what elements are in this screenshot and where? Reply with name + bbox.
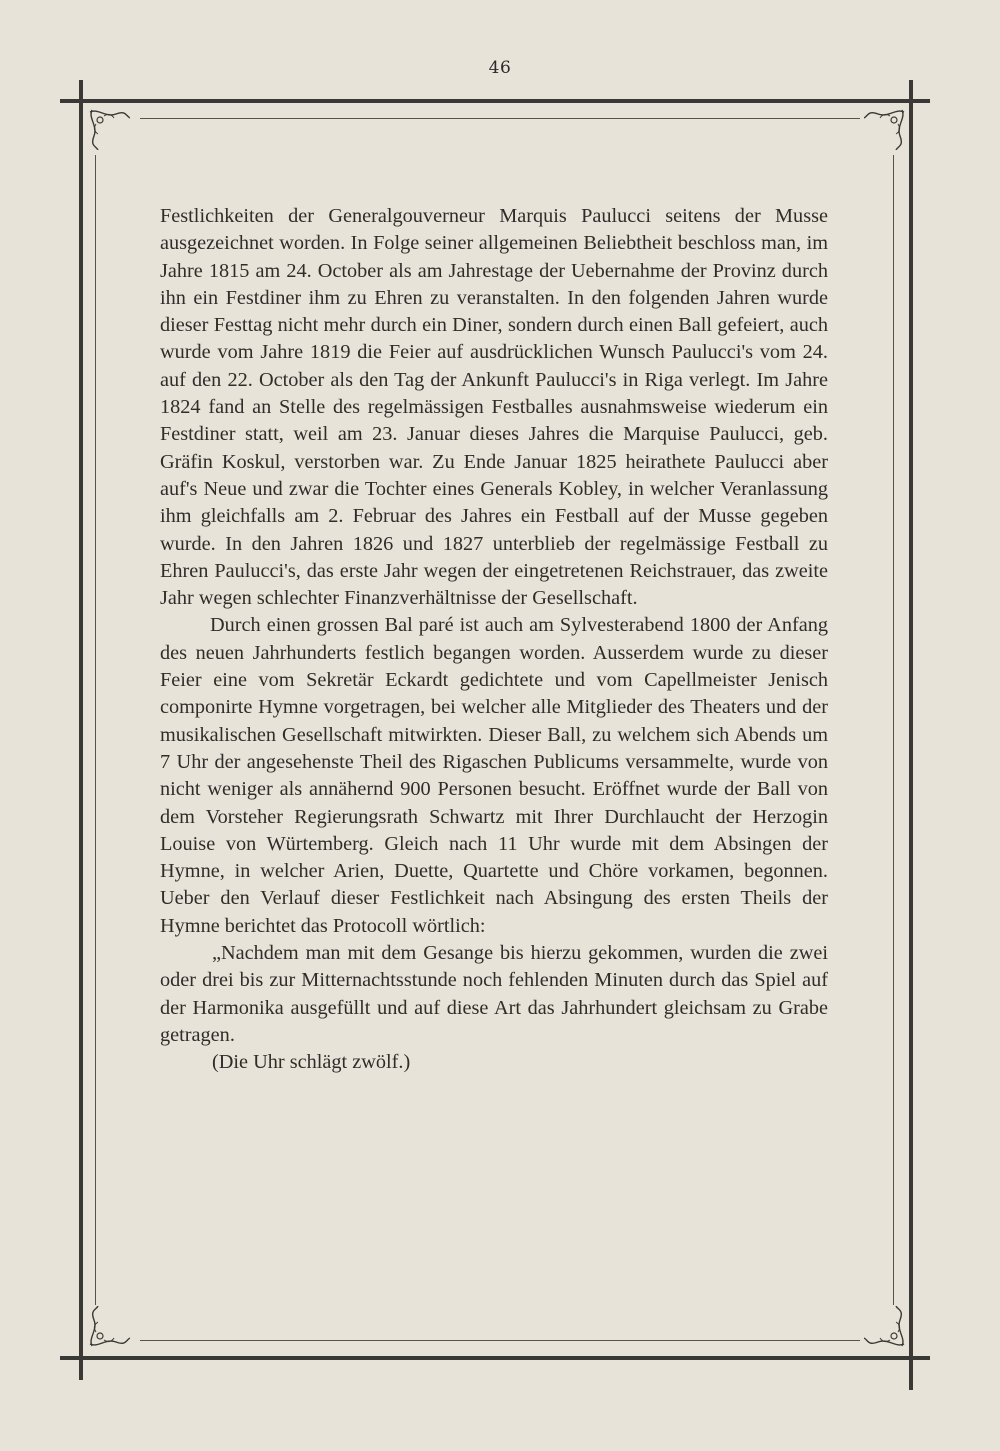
- frame-right-rule: [909, 80, 913, 1390]
- frame-left-rule: [79, 80, 83, 1380]
- inner-right-rule: [893, 155, 894, 1305]
- quote-paragraph: „Nachdem man mit dem Gesange bis hierzu gekommen, wurden die zwei oder drei bis zur Mitternachtsstunde noch fehlenden Minuten durch das Spiel auf der Harmonika ausgefüllt und auf diese Art das Jahrhundert gleichsam zu Grabe getragen.: [160, 942, 828, 1046]
- corner-flourish-icon: [864, 106, 908, 150]
- corner-flourish-icon: [864, 1306, 908, 1350]
- body-text: [160, 203, 828, 1077]
- corner-flourish-icon: [86, 1306, 130, 1350]
- quote-paragraph: (Die Uhr schlägt zwölf.): [212, 1051, 411, 1074]
- paragraph: Festlichkeiten der Generalgouverneur Marquis Paulucci seitens der Musse ausgezeichnet worden. In Folge seiner allgemeinen Beliebtheit beschloss man, im Jahre 1815 am 24. October als am Jahrestage der Uebernahme der Provinz durch ihn ein Festdiner ihm zu Ehren zu veranstalten. In den folgenden Jahren wurde dieser Festtag nicht mehr durch ein Diner, sondern durch einen Ball gefeiert, auch wurde vom Jahre 1819 die Feier auf ausdrücklichen Wunsch Paulucci's vom 24. auf den 22. October als den Tag der Ankunft Paulucci's in Riga verlegt. Im Jahre 1824 fand an Stelle des regelmässigen Festballes ausnahmsweise wiederum ein Festdiner statt, weil am 23. Januar dieses Jahres die Marquise Paulucci, geb. Gräfin Koskul, verstorben war. Zu Ende Januar 1825 heirathete Paulucci aber auf's Neue und zwar die Tochter eines Generals Kobley, in welcher Veranlassung ihm gleichfalls am 2. Februar des Jahres ein Festball auf der Musse gegeben wurde. In den Jahren 1826 und 1827 unterblieb der regelmässige Festball zu Ehren Paulucci's, das erste Jahr wegen der eingetretenen Reichstrauer, das zweite Jahr wegen schlechter Finanzverhältnisse der Gesellschaft.: [160, 205, 828, 610]
- frame-bottom-rule: [60, 1356, 930, 1360]
- inner-bottom-rule: [140, 1340, 860, 1341]
- inner-top-rule: [140, 118, 860, 119]
- frame-top-rule: [60, 99, 930, 103]
- paragraph: Durch einen grossen Bal paré ist auch am Sylvesterabend 1800 der Anfang des neuen Jahrhunderts festlich begangen worden. Ausserdem wurde zu dieser Feier eine vom Sekretär Eckardt gedichtete und vom Capellmeister Jenisch componirte Hymne vorgetragen, bei welcher alle Mitglieder des Theaters und der musikalischen Gesellschaft mitwirkten. Dieser Ball, zu welchem sich Abends um 7 Uhr der angesehenste Theil des Rigaschen Publicums versammelte, wurde von nicht weniger als annähernd 900 Personen besucht. Eröffnet wurde der Ball von dem Vorsteher Regierungsrath Schwartz mit Ihrer Durchlaucht der Herzogin Louise von Würtemberg. Gleich nach 11 Uhr wurde mit dem Absingen der Hymne, in welcher Arien, Duette, Quartette und Chöre vorkamen, begonnen. Ueber den Verlauf dieser Festlichkeit nach Absingung des ersten Theils der Hymne berichtet das Protocoll wörtlich:: [160, 614, 828, 937]
- inner-left-rule: [95, 155, 96, 1305]
- corner-flourish-icon: [86, 106, 130, 150]
- page-number: 46: [488, 58, 512, 78]
